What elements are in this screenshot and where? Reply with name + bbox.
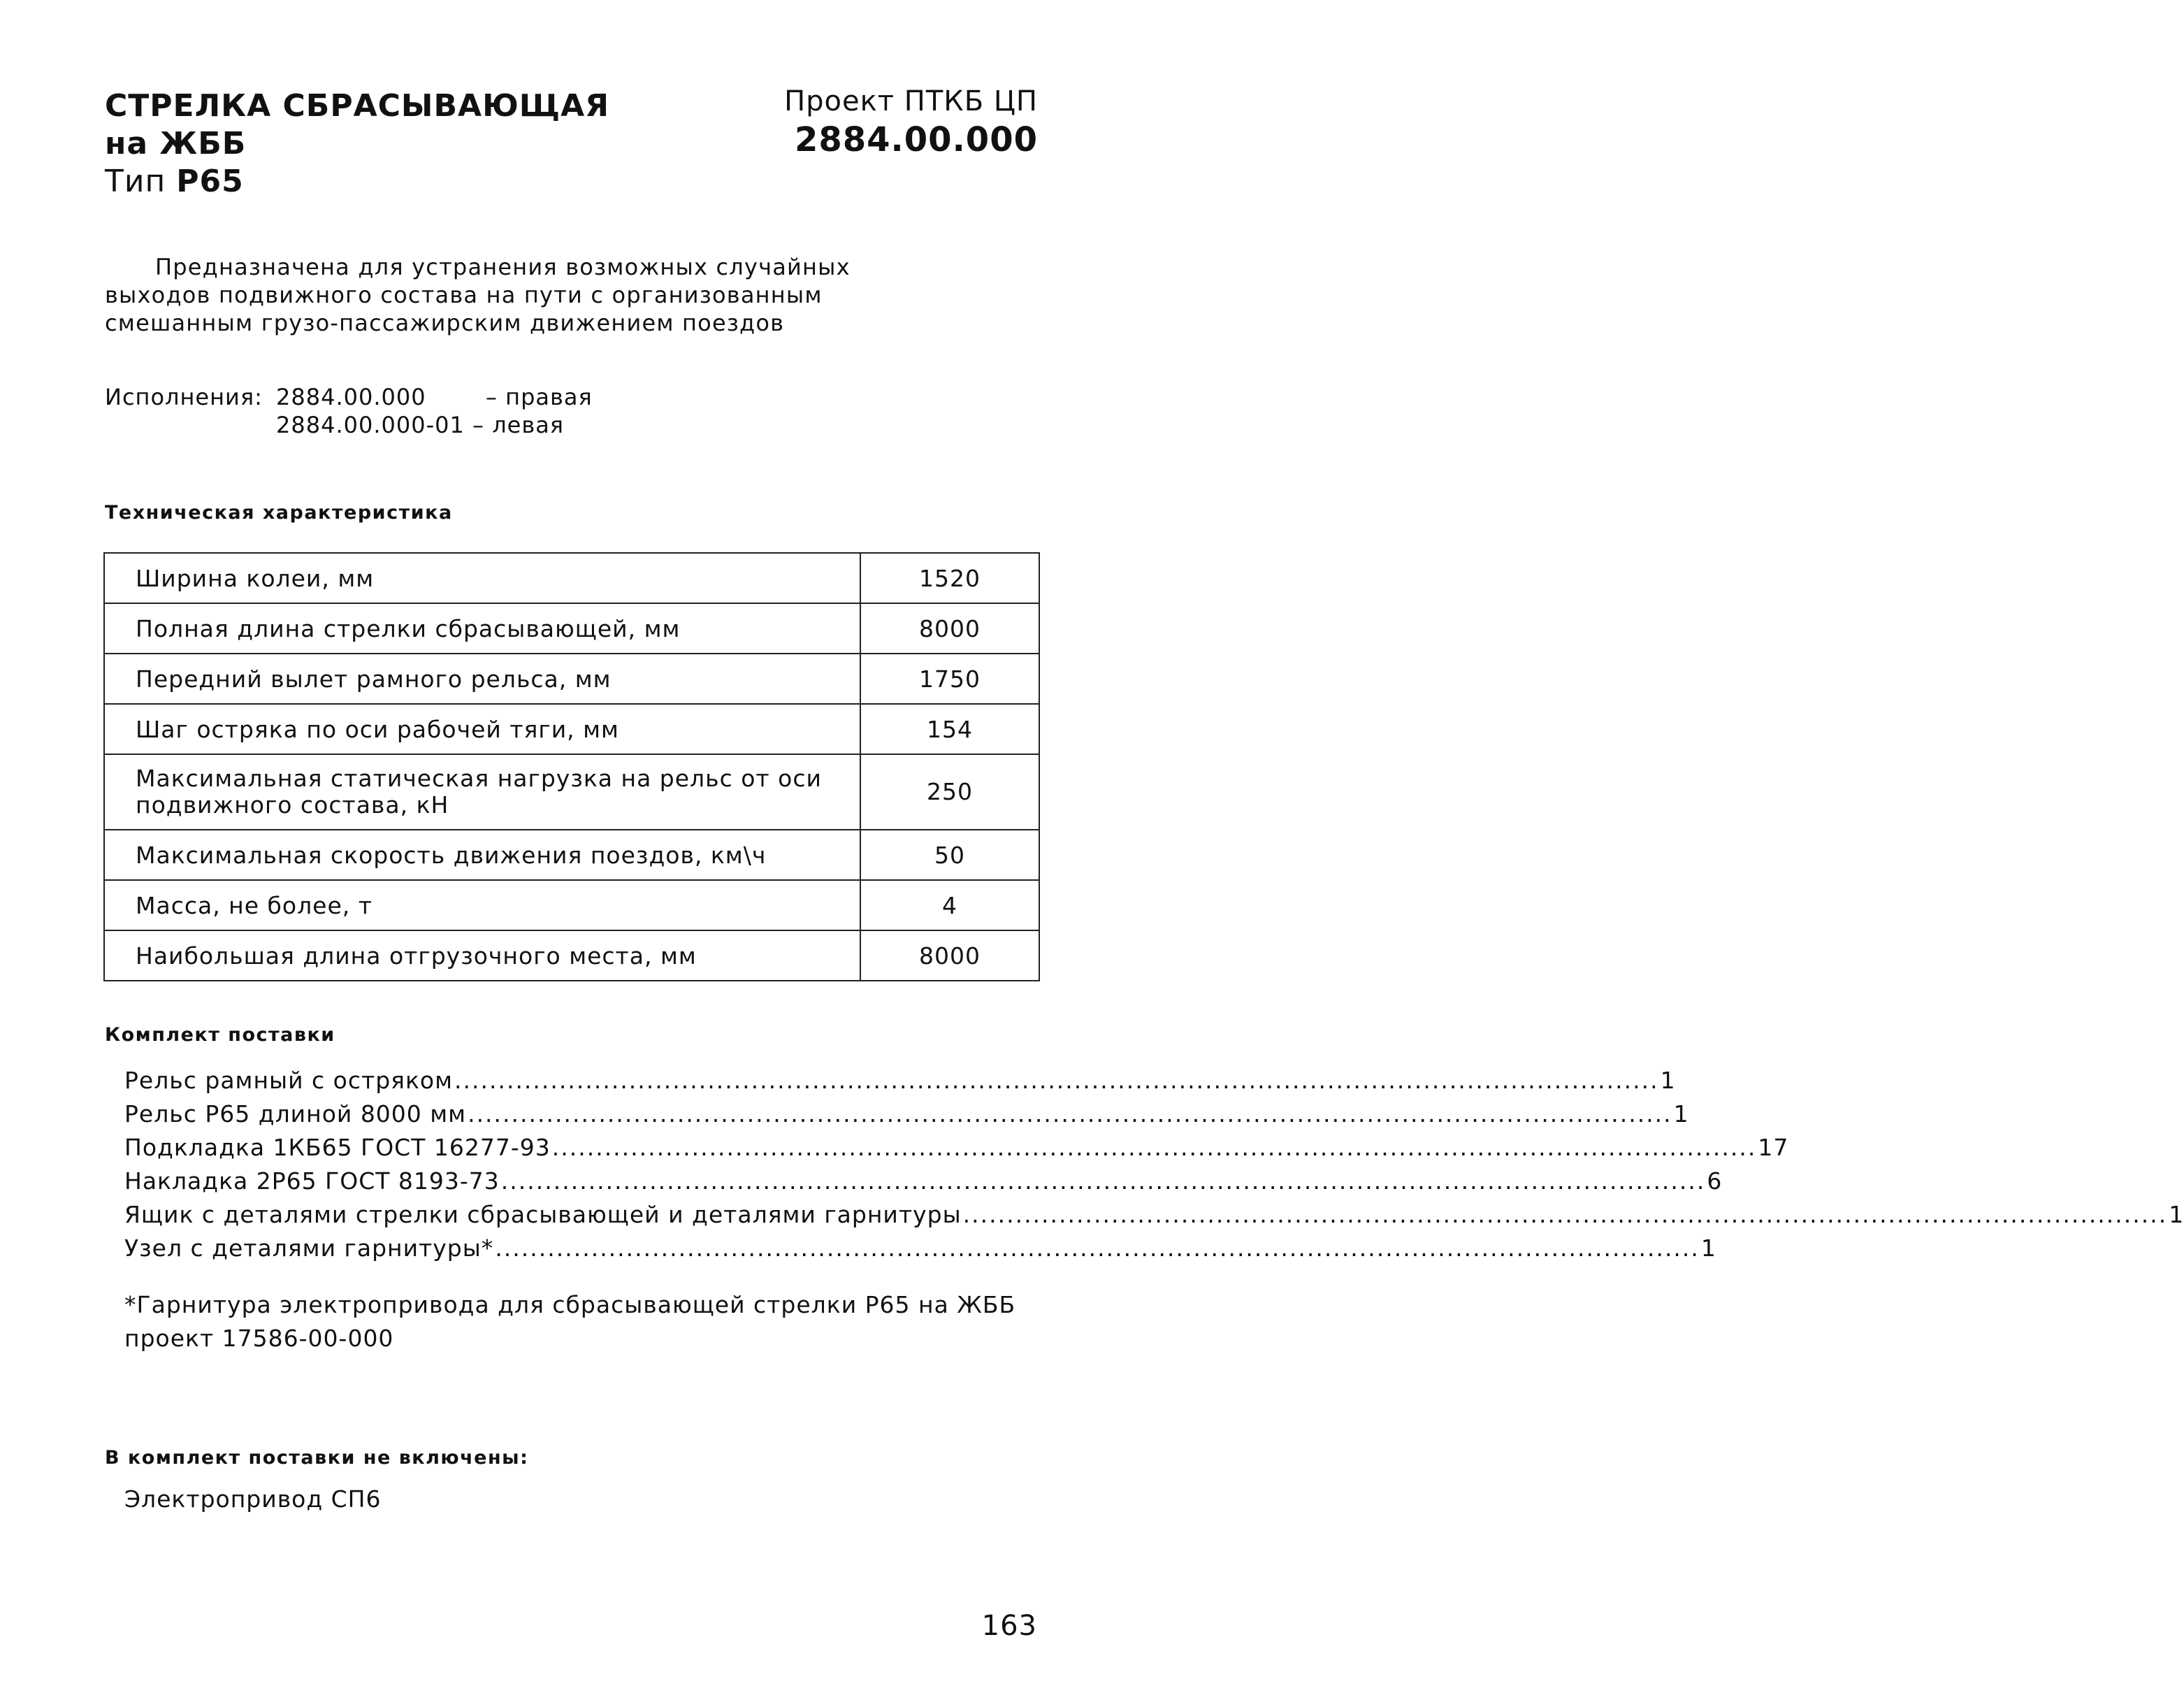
spec-value: 8000 [860,930,1039,981]
spec-name: Максимальная статическая нагрузка на рельс от оси подвижного состава, кН [104,754,860,830]
page-number: 163 [981,1610,1037,1642]
specs-table [103,552,1040,981]
table-row [104,704,1039,754]
table-row [104,930,1039,981]
spec-value: 154 [860,704,1039,754]
table-row [104,830,1039,880]
spec-name: Максимальная скорость движения поездов, км\ч [104,830,860,880]
supply-item-qty: 1 [1700,1234,1716,1262]
leader-dots: .......................................................................................................................................... [962,1201,2168,1228]
list-item [124,1232,1716,1265]
leader-dots: .......................................................................................................................................... [500,1167,1706,1195]
version-row [276,383,593,411]
leader-dots: .......................................................................................................................................... [468,1100,1672,1128]
project-info [784,82,1038,159]
spec-name: Наибольшая длина отгрузочного места, мм [104,930,860,981]
spec-value: 4 [860,880,1039,930]
spec-name: Полная длина стрелки сбрасывающей, мм [104,603,860,654]
project-code: 2884.00.000 [794,120,1038,159]
spec-value: 8000 [860,603,1039,654]
version-side: – правая [486,384,593,410]
table-row [104,880,1039,930]
supply-item-name: Накладка 2Р65 ГОСТ 8193-73 [124,1167,500,1195]
excluded-heading: В комплект поставки не включены: [105,1447,529,1469]
version-code: 2884.00.000-01 [276,412,465,438]
type-value: Р65 [176,164,244,199]
version-side: – левая [472,412,565,438]
excluded-item: Электропривод СП6 [124,1485,382,1513]
footnote: *Гарнитура электропривода для сбрасывающей стрелки Р65 на ЖББ проект 17586-00-000 [124,1291,1016,1352]
table-row [104,754,1039,830]
supply-heading: Комплект поставки [105,1024,335,1046]
description: Предназначена для устранения возможных случайных выходов подвижного состава на пути с организованным смешанным грузо-пассажирским движением поездов [105,254,851,336]
supply-item-name: Узел с деталями гарнитуры* [124,1234,494,1262]
spec-name: Передний вылет рамного рельса, мм [104,654,860,704]
spec-name: Ширина колеи, мм [104,553,860,603]
version-row [276,411,564,439]
leader-dots: .......................................................................................................................................... [495,1234,1700,1262]
table-row [104,553,1039,603]
spec-value: 50 [860,830,1039,880]
supply-list [124,1064,2184,1265]
supply-item-qty: 1 [1673,1100,1689,1128]
table-row [104,654,1039,704]
version-code: 2884.00.000 [276,384,426,410]
versions-label: Исполнения: [105,384,263,410]
list-item [124,1064,1676,1097]
document-title [105,87,609,201]
supply-item-name: Подкладка 1КБ65 ГОСТ 16277-93 [124,1134,551,1161]
leader-dots: .......................................................................................................................................... [551,1134,1757,1161]
list-item [124,1131,1789,1165]
list-item [124,1097,1689,1131]
supply-item-qty: 1 [2169,1201,2184,1228]
leader-dots: .......................................................................................................................................... [454,1067,1659,1094]
supply-item-name: Ящик с деталями стрелки сбрасывающей и деталями гарнитуры [124,1201,962,1228]
supply-item-qty: 6 [1707,1167,1723,1195]
supply-item-qty: 17 [1758,1134,1789,1161]
list-item [124,1198,2184,1232]
title-line-3 [105,163,609,201]
spec-value: 1520 [860,553,1039,603]
title-line-1: СТРЕЛКА СБРАСЫВАЮЩАЯ [105,88,610,124]
project-label: Проект ПТКБ ЦП [784,85,1038,117]
spec-value: 1750 [860,654,1039,704]
type-prefix: Тип [105,164,166,199]
supply-item-name: Рельс Р65 длиной 8000 мм [124,1100,467,1128]
specs-heading: Техническая характеристика [105,502,453,524]
spec-name: Шаг остряка по оси рабочей тяги, мм [104,704,860,754]
supply-item-name: Рельс рамный с остряком [124,1067,454,1094]
list-item [124,1165,1723,1198]
spec-name: Масса, не более, т [104,880,860,930]
spec-value: 250 [860,754,1039,830]
supply-item-qty: 1 [1660,1067,1676,1094]
title-line-2: на ЖББ [105,126,247,161]
table-row [104,603,1039,654]
